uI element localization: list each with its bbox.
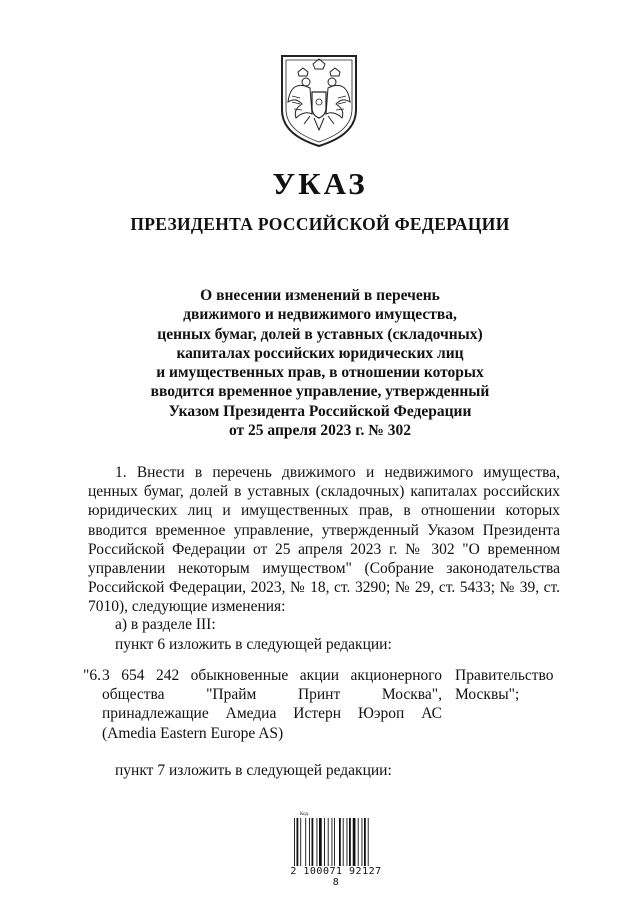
heading-line: Указом Президента Российской Федерации xyxy=(168,402,472,420)
heading-line: капиталах российских юридических лиц xyxy=(176,344,464,362)
item-point-7: пункт 7 изложить в следующей редакции: xyxy=(115,762,392,779)
barcode-icon xyxy=(294,818,376,866)
entry-line: принадлежащие Амедиа Истерн Юэроп АС xyxy=(102,705,442,723)
item-a: а) в разделе III: xyxy=(115,616,216,633)
document-title: УКАЗ xyxy=(272,166,368,201)
entry-line: 3 654 242 обыкновенные акции акционерного xyxy=(102,667,442,684)
paragraph-1: 1. Внести в перечень движимого и недвижимого имущества, ценных бумаг, долей в уставных (складочных) капиталах российских юридических лиц и имущественных прав, в отношении которых вводится временное управление, утвержденный Указом Президента Российской Федерации от 25 апреля 2023 г. № 302 "О временном управлении некоторым имуществом" (Собрание законодательства Российской Федерации, 2023, № 18, ст. 3290; № 29, ст. 5433; № 39, ст. 7010), следующие изменения: xyxy=(88,464,560,616)
owner-line: Правительство xyxy=(455,667,554,684)
heading-line: движимого и недвижимого имущества, xyxy=(183,306,457,324)
owner-line: Москвы"; xyxy=(455,686,520,704)
heading-line: О внесении изменений в перечень xyxy=(200,287,440,304)
heading-line: вводится временное управление, утвержденный xyxy=(150,383,490,401)
entry-line: (Amedia Eastern Europe AS) xyxy=(102,724,284,742)
barcode-number: 2 100071 92127 8 xyxy=(290,866,382,888)
russian-coat-of-arms-icon xyxy=(276,52,362,148)
entry-number: "6. xyxy=(83,667,101,684)
heading-line: ценных бумаг, долей в уставных (складочных) xyxy=(157,325,483,343)
decree-heading xyxy=(120,286,520,440)
heading-line: и имущественных прав, в отношении которых xyxy=(156,364,484,382)
document-subtitle: ПРЕЗИДЕНТА РОССИЙСКОЙ ФЕДЕРАЦИИ xyxy=(130,214,510,234)
heading-line: от 25 апреля 2023 г. № 302 xyxy=(229,422,411,440)
barcode-caption: Код xyxy=(300,812,308,817)
entry-owner xyxy=(455,666,565,704)
entry-line: общества "Прайм Принт Москва", xyxy=(102,686,442,704)
item-point-6: пункт 6 изложить в следующей редакции: xyxy=(115,636,392,653)
entry-description xyxy=(102,666,442,743)
